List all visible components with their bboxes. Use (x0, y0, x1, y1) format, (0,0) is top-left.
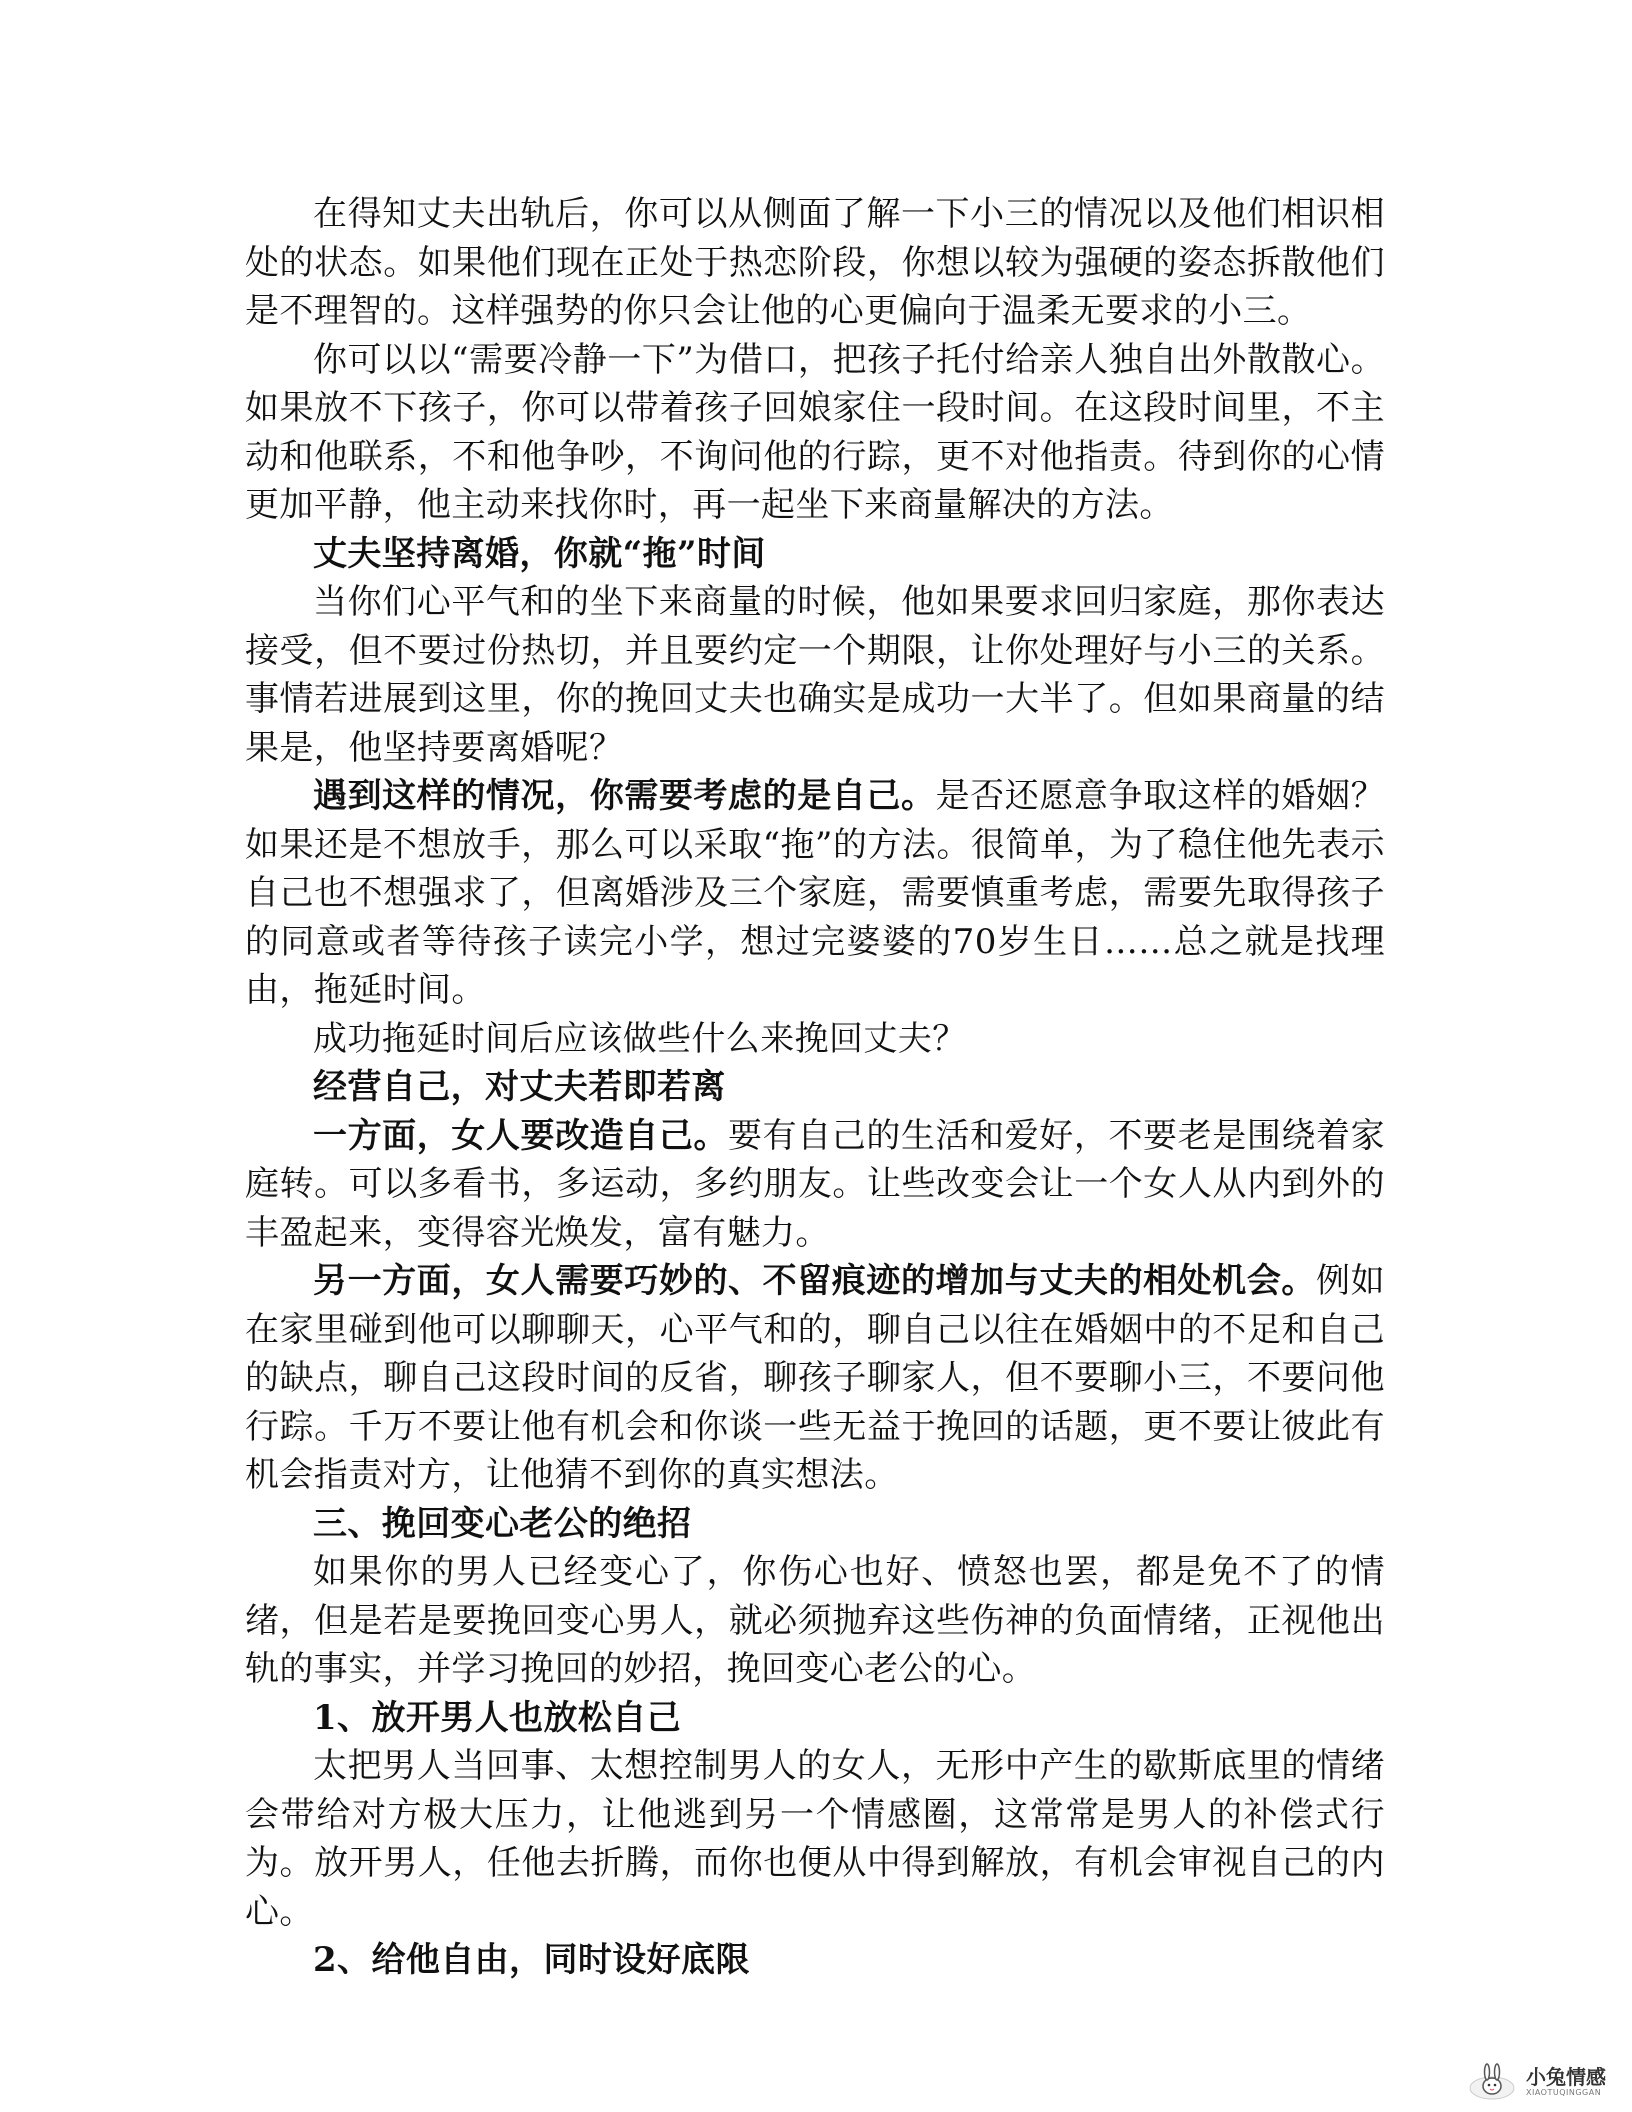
paragraph-6 (245, 1112, 1385, 1258)
paragraph-4-text: 是否还愿意争取这样的婚姻？如果还是不想放手，那么可以采取“拖”的方法。很简单，为了稳住他先表示自己也不想强求了，但离婚涉及三个家庭，需要慎重考虑，需要先取得孩子的同意或者等待孩子读完小学，想过完婆婆的70岁生日……总之就是找理由，拖延时间。 (245, 776, 1385, 1010)
heading-manage-yourself: 经营自己，对丈夫若即若离 (313, 1067, 726, 1107)
paragraph-8: 如果你的男人已经变心了，你伤心也好、愤怒也罢，都是免不了的情绪，但是若是要挽回变心男人，就必须抛弃这些伤神的负面情绪，正视他出轨的事实，并学习挽回的妙招，挽回变心老公的心。 (245, 1552, 1385, 1689)
paragraph-7 (245, 1257, 1385, 1500)
paragraph-1: 在得知丈夫出轨后，你可以从侧面了解一下小三的情况以及他们相识相处的状态。如果他们现在正处于热恋阶段，你想以较为强硬的姿态拆散他们是不理智的。这样强势的你只会让他的心更偏向于温柔无要求的小三。 (245, 194, 1385, 331)
heading-give-freedom: 2、给他自由，同时设好底限 (313, 1940, 750, 1980)
document-body (245, 190, 1385, 1985)
heading-drag-time: 丈夫坚持离婚，你就“拖”时间 (313, 533, 766, 574)
paragraph-5: 成功拖延时间后应该做些什么来挽回丈夫？ (313, 1018, 967, 1059)
paragraph-6-bold-lead: 一方面，女人要改造自己。 (313, 1115, 729, 1156)
heading-section-three: 三、挽回变心老公的绝招 (313, 1503, 692, 1544)
paragraph-7-text: 例如在家里碰到他可以聊聊天，心平气和的，聊自己以往在婚姻中的不足和自己的缺点，聊自己这段时间的反省，聊孩子聊家人，但不要聊小三，不要问他行踪。千万不要让他有机会和你谈一些无益于挽回的话题，更不要让彼此有机会指责对方，让他猜不到你的真实想法。 (245, 1261, 1385, 1495)
watermark-url: XIAOTUQINGGAN (1526, 2088, 1602, 2097)
heading-let-go: 1、放开男人也放松自己 (313, 1697, 682, 1738)
paragraph-7-bold-lead: 另一方面，女人需要巧妙的、不留痕迹的增加与丈夫的相处机会。 (313, 1261, 1316, 1301)
paragraph-4-bold-lead: 遇到这样的情况，你需要考虑的是自己。 (313, 776, 936, 816)
paragraph-6-text: 要有自己的生活和爱好，不要老是围绕着家庭转。可以多看书，多运动，多约朋友。让些改变会让一个女人从内到外的丰盈起来，变得容光焕发，富有魅力。 (245, 1115, 1385, 1253)
paragraph-9: 太把男人当回事、太想控制男人的女人，无形中产生的歇斯底里的情绪会带给对方极大压力，让他逃到另一个情感圈，这常常是男人的补偿式行为。放开男人，任他去折腾，而你也便从中得到解放，有机会审视自己的内心。 (245, 1746, 1385, 1932)
paragraph-4 (245, 772, 1385, 1015)
rabbit-logo-icon (1466, 2062, 1518, 2102)
watermark (1466, 2062, 1606, 2102)
paragraph-2: 你可以以“需要冷静一下”为借口，把孩子托付给亲人独自出外散散心。如果放不下孩子，你可以带着孩子回娘家住一段时间。在这段时间里，不主动和他联系，不和他争吵，不询问他的行踪，更不对他指责。待到你的心情更加平静，他主动来找你时，再一起坐下来商量解决的方法。 (245, 339, 1385, 525)
watermark-name: 小兔情感 (1526, 2065, 1606, 2089)
paragraph-3: 当你们心平气和的坐下来商量的时候，他如果要求回归家庭，那你表达接受，但不要过份热切，并且要约定一个期限，让你处理好与小三的关系。事情若进展到这里，你的挽回丈夫也确实是成功一大半了。但如果商量的结果是，他坚持要离婚呢？ (245, 582, 1385, 768)
